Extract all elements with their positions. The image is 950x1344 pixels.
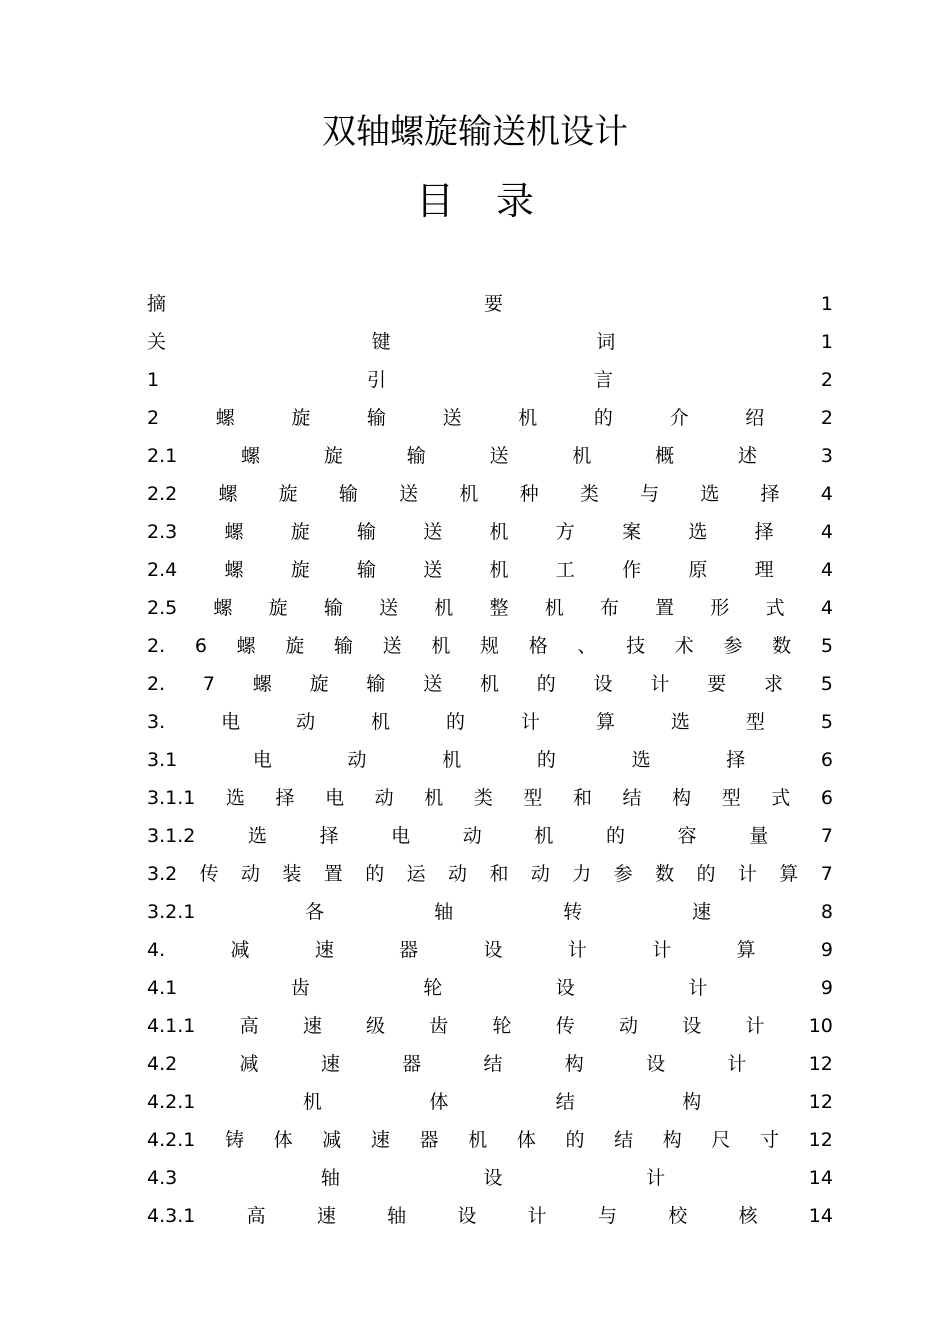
toc-entry[interactable] <box>147 285 833 323</box>
toc-entry-token: 机 <box>459 483 479 505</box>
toc-entry-token: 体 <box>516 1129 536 1151</box>
toc-entry-token: 电 <box>252 749 272 771</box>
toc-entry-token: 传 <box>555 1015 575 1037</box>
toc-entry-token: 电 <box>325 787 345 809</box>
toc-entry[interactable] <box>147 475 833 513</box>
toc-entry-token: 算 <box>595 711 615 733</box>
toc-entry-token: 数 <box>655 863 675 885</box>
toc-entry-token: 构 <box>564 1053 584 1075</box>
toc-entry-token: 算 <box>779 863 799 885</box>
toc-entry[interactable] <box>147 323 833 361</box>
toc-entry-token: 输 <box>338 483 358 505</box>
toc-entry-token: 旋 <box>291 407 311 429</box>
toc-entry-token: 择 <box>754 521 774 543</box>
toc-entry-token: 机 <box>371 711 391 733</box>
toc-entry-token: 2.4 <box>147 559 178 581</box>
toc-entry[interactable] <box>147 893 833 931</box>
toc-entry-token: 4.2.1 <box>147 1091 196 1113</box>
toc-entry-token: 送 <box>423 559 443 581</box>
toc-entry-token: 旋 <box>290 521 310 543</box>
toc-entry-token: 体 <box>273 1129 293 1151</box>
toc-heading-char-2: 录 <box>496 179 535 223</box>
toc-entry-token: 设 <box>457 1205 477 1227</box>
toc-entry-token: 摘 <box>147 293 167 315</box>
toc-entry-token: 设 <box>682 1015 702 1037</box>
toc-entry-token: 送 <box>379 597 399 619</box>
toc-entry-token: 4.1.1 <box>147 1015 196 1037</box>
toc-entry[interactable] <box>147 817 833 855</box>
toc-entry[interactable] <box>147 399 833 437</box>
toc-heading-char-1: 目 <box>415 179 454 223</box>
toc-entry-token: 计 <box>745 1015 765 1037</box>
toc-entry-token: 绍 <box>745 407 765 429</box>
table-of-contents <box>147 285 833 1235</box>
toc-entry-token: 速 <box>302 1015 322 1037</box>
toc-entry-token: 4.3.1 <box>147 1205 196 1227</box>
toc-entry-token: 整 <box>489 597 509 619</box>
toc-entry-token: 螺 <box>224 521 244 543</box>
toc-entry-token: 轴 <box>434 901 454 923</box>
toc-entry-token: 2.3 <box>147 521 178 543</box>
toc-entry[interactable] <box>147 1159 833 1197</box>
toc-entry-token: 机 <box>544 597 564 619</box>
toc-entry-token: 输 <box>333 635 353 657</box>
toc-entry-token: 置 <box>655 597 675 619</box>
toc-entry-token: 速 <box>691 901 711 923</box>
toc-entry[interactable] <box>147 589 833 627</box>
toc-entry-token: 电 <box>391 825 411 847</box>
toc-entry-token: 设 <box>593 673 613 695</box>
toc-entry-token: 输 <box>357 559 377 581</box>
toc-entry-token: 选 <box>670 711 690 733</box>
toc-entry-token: 机 <box>534 825 554 847</box>
toc-entry-token: 求 <box>763 673 783 695</box>
toc-entry-token: 作 <box>622 559 642 581</box>
toc-entry-token: 动 <box>618 1015 638 1037</box>
toc-entry-token: 3.1.1 <box>147 787 196 809</box>
toc-entry-token: 选 <box>700 483 720 505</box>
toc-entry-token: 的 <box>536 673 556 695</box>
toc-entry-token: 量 <box>749 825 769 847</box>
toc-entry-token: 设 <box>483 939 503 961</box>
toc-entry-page-number: 10 <box>808 1015 833 1037</box>
toc-entry-token: 计 <box>737 863 757 885</box>
toc-entry-token: 旋 <box>285 635 305 657</box>
toc-entry-token: 的 <box>446 711 466 733</box>
toc-entry-token: 3.1.2 <box>147 825 196 847</box>
toc-entry-token: 寸 <box>760 1129 780 1151</box>
toc-entry-token: 速 <box>316 1205 336 1227</box>
toc-entry-token: 级 <box>366 1015 386 1037</box>
toc-entry-page-number: 12 <box>808 1129 833 1151</box>
toc-entry-token: 动 <box>448 863 468 885</box>
toc-entry-page-number: 14 <box>808 1167 833 1189</box>
toc-entry-token: 机 <box>572 445 592 467</box>
toc-entry-token: 构 <box>662 1129 682 1151</box>
toc-entry-token: 减 <box>322 1129 342 1151</box>
toc-entry-token: 机 <box>434 597 454 619</box>
toc-entry-token: 设 <box>646 1053 666 1075</box>
toc-entry-token: 旋 <box>278 483 298 505</box>
toc-entry-token: 螺 <box>218 483 238 505</box>
toc-entry-token: 动 <box>530 863 550 885</box>
toc-entry-page-number: 12 <box>808 1053 833 1075</box>
toc-entry-token: 的 <box>565 1129 585 1151</box>
toc-entry-token: 6 <box>194 635 207 657</box>
toc-entry-token: 容 <box>677 825 697 847</box>
toc-entry-token: 关 <box>147 331 167 353</box>
toc-entry-token: 计 <box>650 673 670 695</box>
toc-entry-token: 种 <box>519 483 539 505</box>
toc-entry-token: 螺 <box>224 559 244 581</box>
toc-entry-token: 的 <box>365 863 385 885</box>
toc-entry-token: 择 <box>275 787 295 809</box>
toc-entry-token: 旋 <box>323 445 343 467</box>
toc-entry-page-number: 6 <box>820 787 833 809</box>
toc-entry-token: 形 <box>710 597 730 619</box>
toc-entry-token: 旋 <box>309 673 329 695</box>
toc-entry-token: 输 <box>357 521 377 543</box>
toc-entry-token: 理 <box>754 559 774 581</box>
toc-entry-page-number: 14 <box>808 1205 833 1227</box>
toc-entry-token: 结 <box>483 1053 503 1075</box>
toc-entry-token: 2. <box>147 635 166 657</box>
toc-entry-token: 计 <box>727 1053 747 1075</box>
toc-entry-page-number: 7 <box>820 825 833 847</box>
toc-entry-page-number: 1 <box>820 293 833 315</box>
toc-entry-token: 4. <box>147 939 166 961</box>
toc-entry-token: 送 <box>489 445 509 467</box>
toc-entry-token: 2.2 <box>147 483 178 505</box>
toc-entry-token: 式 <box>765 597 785 619</box>
toc-entry-token: 4.1 <box>147 977 178 999</box>
toc-entry[interactable] <box>147 703 833 741</box>
toc-entry-token: 速 <box>320 1053 340 1075</box>
toc-entry[interactable] <box>147 1083 833 1121</box>
toc-entry-token: 机 <box>442 749 462 771</box>
toc-entry-token: 动 <box>347 749 367 771</box>
toc-entry-token: 传 <box>199 863 219 885</box>
toc-entry-token: 旋 <box>290 559 310 581</box>
toc-entry-token: 动 <box>374 787 394 809</box>
toc-entry-token: 4.2 <box>147 1053 178 1075</box>
toc-entry-token: 选 <box>688 521 708 543</box>
toc-entry-token: 机 <box>424 787 444 809</box>
toc-entry-token: 送 <box>442 407 462 429</box>
toc-entry[interactable] <box>147 855 833 893</box>
toc-entry-page-number: 4 <box>820 597 833 619</box>
toc-entry-token: 计 <box>527 1205 547 1227</box>
toc-entry-token: 格 <box>528 635 548 657</box>
toc-entry-token: 术 <box>674 635 694 657</box>
toc-entry-token: 输 <box>323 597 343 619</box>
toc-entry-token: 校 <box>668 1205 688 1227</box>
toc-entry-token: 择 <box>319 825 339 847</box>
toc-entry-page-number: 2 <box>820 369 833 391</box>
toc-entry-token: 述 <box>738 445 758 467</box>
toc-entry-token: 3.1 <box>147 749 178 771</box>
toc-entry-token: 的 <box>606 825 626 847</box>
toc-entry-token: 概 <box>655 445 675 467</box>
toc-entry-page-number: 2 <box>820 407 833 429</box>
toc-entry-token: 送 <box>423 673 443 695</box>
toc-entry-token: 2.5 <box>147 597 178 619</box>
toc-entry-token: 机 <box>431 635 451 657</box>
toc-entry-token: 选 <box>225 787 245 809</box>
toc-entry-token: 机 <box>479 673 499 695</box>
toc-entry-token: 型 <box>721 787 741 809</box>
toc-entry-token: 机 <box>518 407 538 429</box>
toc-entry-token: 2 <box>147 407 160 429</box>
toc-entry-token: 轮 <box>492 1015 512 1037</box>
toc-entry[interactable] <box>147 437 833 475</box>
toc-entry-token: 与 <box>597 1205 617 1227</box>
toc-entry-token: 3.2.1 <box>147 901 196 923</box>
toc-entry-token: 螺 <box>236 635 256 657</box>
toc-entry-token: 计 <box>652 939 672 961</box>
toc-entry-token: 引 <box>367 369 387 391</box>
toc-entry-page-number: 9 <box>820 939 833 961</box>
toc-entry-token: 高 <box>246 1205 266 1227</box>
toc-entry-token: 选 <box>631 749 651 771</box>
toc-entry[interactable] <box>147 1121 833 1159</box>
toc-entry-token: 核 <box>738 1205 758 1227</box>
toc-entry-token: 1 <box>147 369 160 391</box>
toc-entry[interactable] <box>147 931 833 969</box>
toc-entry-token: 轴 <box>387 1205 407 1227</box>
toc-entry-token: 动 <box>296 711 316 733</box>
toc-entry-token: 螺 <box>215 407 235 429</box>
toc-entry-page-number: 6 <box>820 749 833 771</box>
toc-entry-token: 体 <box>429 1091 449 1113</box>
toc-entry[interactable] <box>147 969 833 1007</box>
toc-entry-token: 输 <box>367 407 387 429</box>
toc-entry[interactable] <box>147 361 833 399</box>
toc-entry-page-number: 4 <box>820 559 833 581</box>
toc-entry-token: 4.3 <box>147 1167 178 1189</box>
toc-entry-token: 计 <box>688 977 708 999</box>
toc-entry-token: 的 <box>696 863 716 885</box>
toc-entry-token: 规 <box>480 635 500 657</box>
toc-entry-token: 和 <box>489 863 509 885</box>
toc-entry[interactable] <box>147 741 833 779</box>
toc-entry-token: 2.1 <box>147 445 178 467</box>
toc-entry-page-number: 5 <box>820 673 833 695</box>
toc-entry-token: 、 <box>577 635 597 657</box>
toc-entry[interactable] <box>147 513 833 551</box>
toc-entry-token: 设 <box>483 1167 503 1189</box>
toc-entry-token: 动 <box>462 825 482 847</box>
toc-entry-token: 3.2 <box>147 863 178 885</box>
toc-entry-page-number: 3 <box>820 445 833 467</box>
toc-entry[interactable] <box>147 1045 833 1083</box>
toc-entry-token: 机 <box>489 559 509 581</box>
toc-entry-token: 式 <box>771 787 791 809</box>
toc-entry-token: 各 <box>305 901 325 923</box>
toc-entry-token: 选 <box>247 825 267 847</box>
toc-entry-token: 介 <box>669 407 689 429</box>
toc-entry-token: 类 <box>473 787 493 809</box>
toc-entry-token: 高 <box>239 1015 259 1037</box>
toc-entry-token: 4.2.1 <box>147 1129 196 1151</box>
toc-entry-token: 机 <box>489 521 509 543</box>
toc-entry-token: 输 <box>366 673 386 695</box>
toc-entry-token: 螺 <box>252 673 272 695</box>
toc-entry-token: 机 <box>302 1091 322 1113</box>
toc-entry[interactable] <box>147 779 833 817</box>
toc-entry-token: 词 <box>596 331 616 353</box>
toc-entry-token: 动 <box>241 863 261 885</box>
toc-entry-token: 择 <box>726 749 746 771</box>
toc-entry-token: 案 <box>622 521 642 543</box>
toc-entry-token: 构 <box>682 1091 702 1113</box>
toc-entry-token: 布 <box>599 597 619 619</box>
toc-entry-token: 技 <box>626 635 646 657</box>
toc-entry-token: 3. <box>147 711 166 733</box>
toc-entry-token: 计 <box>520 711 540 733</box>
toc-entry-token: 的 <box>593 407 613 429</box>
toc-entry-token: 尺 <box>711 1129 731 1151</box>
toc-entry-token: 运 <box>406 863 426 885</box>
toc-entry-token: 型 <box>523 787 543 809</box>
toc-entry-token: 铸 <box>224 1129 244 1151</box>
toc-entry-token: 送 <box>399 483 419 505</box>
toc-entry-page-number: 4 <box>820 521 833 543</box>
toc-entry[interactable] <box>147 627 833 665</box>
toc-entry-token: 计 <box>567 939 587 961</box>
toc-entry-token: 要 <box>707 673 727 695</box>
toc-entry-page-number: 4 <box>820 483 833 505</box>
toc-entry-token: 工 <box>555 559 575 581</box>
toc-entry-token: 器 <box>402 1053 422 1075</box>
toc-entry-token: 输 <box>406 445 426 467</box>
toc-entry-token: 择 <box>760 483 780 505</box>
toc-entry-token: 型 <box>745 711 765 733</box>
toc-heading <box>0 176 950 226</box>
toc-entry-token: 旋 <box>268 597 288 619</box>
toc-entry-token: 置 <box>323 863 343 885</box>
toc-entry[interactable] <box>147 1197 833 1235</box>
toc-entry-token: 减 <box>230 939 250 961</box>
toc-entry-page-number: 8 <box>820 901 833 923</box>
toc-entry-page-number: 5 <box>820 711 833 733</box>
toc-entry-token: 速 <box>370 1129 390 1151</box>
toc-entry-page-number: 9 <box>820 977 833 999</box>
toc-entry-token: 数 <box>772 635 792 657</box>
toc-entry-token: 和 <box>572 787 592 809</box>
toc-entry-token: 电 <box>221 711 241 733</box>
toc-entry-token: 构 <box>672 787 692 809</box>
toc-entry-token: 转 <box>563 901 583 923</box>
toc-entry[interactable] <box>147 1007 833 1045</box>
toc-entry-token: 轴 <box>320 1167 340 1189</box>
toc-entry-token: 装 <box>282 863 302 885</box>
toc-entry-token: 结 <box>555 1091 575 1113</box>
toc-entry-token: 原 <box>688 559 708 581</box>
toc-entry-token: 减 <box>239 1053 259 1075</box>
toc-entry-token: 的 <box>536 749 556 771</box>
toc-entry-token: 参 <box>613 863 633 885</box>
toc-entry-token: 力 <box>572 863 592 885</box>
toc-entry-token: 机 <box>468 1129 488 1151</box>
toc-entry-token: 齿 <box>429 1015 449 1037</box>
toc-entry-token: 言 <box>593 369 613 391</box>
toc-entry-page-number: 12 <box>808 1091 833 1113</box>
toc-entry[interactable] <box>147 551 833 589</box>
toc-entry[interactable] <box>147 665 833 703</box>
toc-entry-token: 参 <box>723 635 743 657</box>
toc-entry-token: 速 <box>314 939 334 961</box>
toc-entry-token: 计 <box>646 1167 666 1189</box>
toc-entry-token: 送 <box>423 521 443 543</box>
toc-entry-token: 送 <box>382 635 402 657</box>
toc-entry-token: 器 <box>399 939 419 961</box>
toc-entry-token: 齿 <box>290 977 310 999</box>
toc-entry-token: 螺 <box>241 445 261 467</box>
toc-entry-token: 键 <box>371 331 391 353</box>
toc-entry-token: 7 <box>202 673 216 695</box>
toc-entry-page-number: 1 <box>820 331 833 353</box>
toc-entry-token: 方 <box>555 521 575 543</box>
toc-entry-token: 要 <box>483 293 503 315</box>
toc-entry-page-number: 5 <box>820 635 833 657</box>
toc-entry-token: 器 <box>419 1129 439 1151</box>
toc-entry-token: 轮 <box>423 977 443 999</box>
toc-entry-token: 与 <box>640 483 660 505</box>
toc-entry-token: 结 <box>614 1129 634 1151</box>
toc-entry-token: 结 <box>622 787 642 809</box>
toc-entry-token: 算 <box>736 939 756 961</box>
toc-entry-token: 螺 <box>213 597 233 619</box>
toc-entry-token: 设 <box>555 977 575 999</box>
toc-entry-token: 2. <box>147 673 166 695</box>
toc-entry-token: 类 <box>579 483 599 505</box>
document-title: 双轴螺旋输送机设计 <box>322 112 628 152</box>
toc-entry-page-number: 7 <box>820 863 833 885</box>
